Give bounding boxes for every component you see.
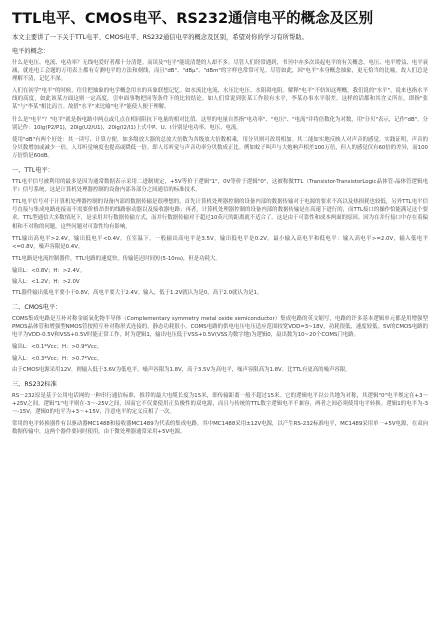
ttl-paragraph-2: TTL电平信号对于计算机处理器控制的设备内部的数据传输是很理想的，首先计算机处理器控制的设备内部的数据传输对于电源的要求不高以及热损耗也较低，另外TTL电平信号直接与集成电路连接而不需要价格昂贵的线路驱动器以及接收器电路；再者，计算机处理器控制的设备内部的数据传输是在高速下进行的，而TTL接口的操作恰能满足这个要求。TTL型通信大多数情况下，是采用并行数据传输方式，而并行数据传输对于超过10英尺的距离就不适合了。这是由于可靠性和成本两面的原因。因为在并行接口中存在着偏相和不对称的问题，这些问题对可靠性均有影响。 [12,199,428,230]
paragraph-4: 使用"dB"有两个好处：其一读写、计算方便。如多级放大器的总放大倍数为各级放大倍数相乘，用分贝则可改用相加。其二能如实地反映人对声音的感觉。实践证明，声音的分贝数增加或减少一倍，人耳听觉响度也提高或降低一倍。即人耳听觉与声音功率分贝数成正比。例如蚊子叫声与大炮响声相差100万倍，但人的感觉仅有60倍的差异，而100万倍恰是60dB。 [12,136,428,159]
rs232-paragraph-2: 常用的电平转换器件有以驱动器MC1488和接收器MC1489为代表的集成电路。其中MC1488采用±12V电源，以产生RS-232标准电平，MC1489采用单一+5V电源，在双向数据传输中，这两个器件要同时使用。由于微处理器通常采用+5V电源。 [12,421,428,436]
ttl-paragraph-3: TTL输出高电平>2.4V，输出低电平<0.4V。在室温下，一般输出高电平是3.5V，输出低电平是0.2V。最小输入高电平和低电平：输入高电平>=2.0V，输入低电平<=0.8V，噪声容限是0.4V。 [12,235,428,250]
article-intro: 本文主要讲了一下关于TTL电平、CMOS电平、RS232通信电平的概念及区别，希望对你的学习有所帮助。 [12,34,308,41]
ttl-output-levels: 输出L：<0.8V；H：>2.4V。 [12,267,85,274]
ttl-paragraph-5: TTL器件输出低电平要小于0.8V，高电平要大于2.4V。输入，低于1.2V就认为是0，高于2.0就认为是1。 [12,290,263,297]
rs232-paragraph-1: RS－232原是基于公用电话网的一种串行通信标准，推荐的最大电缆长度为15米，即传输距离一般不超过15米。它的逻辑电平以公共地为对称，其逻辑"0"电平规定在+3～+25V之间，逻辑"1"电平则在-3～-25V之间，因而它不仅要使用正负极性的双电源，而且与传统的TTL数字逻辑电平不兼容，两者之间必须使用电平转换。逻辑1的电平为-3～-15V，逻辑0的电平为+3～+15V，注意电平的定义反相了一次。 [12,392,428,415]
cmos-paragraph-1: COMS集成电路是互补对称金属氧化物半导体（Complementary symmetry metal oxide semiconductor）集成电路的英文缩写，电路的许多基本逻辑单元都是用增强型PMOS晶体管和增强型NMOS管按照互补对称形式连接的，静态功耗很小。COMS电路的供电电压电压适应范围较宽VDD=3~18V，功耗很低，速度较低。5V的CMOS电路的电平为VDD-0.5V和VSS+0.5V时能正常工作，时为逻辑1，输出电压低于VSS+0.5V(VSS为数字地)为逻辑0，扇出数为10~20个COMS门电路。 [12,316,428,339]
paragraph-3: 什么是"电平"？"电平"就是指电路中两点或几点在相同阻抗下电量的相对比值。这里的电量自然指"电功率"、"电压"、"电流"并将倍数化为对数，用"分贝"表示，记作"dB"。分别记作：10lg(P2/P1)，20lg(U2/U1)，20lg(I2/I1)上式中P、U、I分别是电功率、电压、电流。 [12,116,428,131]
section-label: 电平的概念： [12,48,50,55]
ttl-input-levels: 输入L：<1.2V；H：>2.0V [12,278,80,285]
cmos-paragraph-2: 由于CMOS电源采用12V，则输入低于3.6V为低电平，噪声容限为1.8V，高于3.5V为高电平，噪声容限高为1.8V。比TTL有更高的噪声容限。 [12,366,351,373]
heading-ttl: 一、TTL电平： [12,167,54,175]
heading-cmos: 二、CMOS电平： [12,304,62,312]
heading-rs232: 三、RS232标准 [12,380,57,388]
article-title: TTL电平、CMOS电平、RS232通信电平的概念及区别 [12,11,374,27]
cmos-output-levels: 输出L：<0.1*Vcc；H：>0.9*Vcc。 [12,344,103,351]
ttl-paragraph-4: TTL电路是电流控制器件，TTL电路的速度快，传输延迟时间短(5-10ns)，但是功耗大。 [12,255,221,262]
paragraph-1: 什么是电压、电流、电功率？无线电爱好者都十分清楚。而谈及"电平"能说清楚的人却不多。尽管人们经常遇到，书刊中亦多次谈起电平的有关概念。电压、电平增益、电平衰减，就连电工会题的万用表上都有专测电平的方法和刻线，而且"dB"、"dBμ"、"dBm"的字样也常常可见。尽管如此，因"电平"本身概念抽象，更无恰当的比喻，故人们总是理解不清，记忆不深。 [12,60,428,83]
ttl-paragraph-1: TTL电平信号被利用的最多是因为通常数据表示采用二进制规定，+5V等价于逻辑"1"，0V等价于逻辑"0"，这被称做TTL（Transistor-TransistorLogic晶体管-晶体管逻辑电平）信号系统，这是计算机处理器控制的设备内部各部分之间通信的标准技术。 [12,179,428,194]
cmos-input-levels: 输入L：<0.3*Vcc；H：>0.7*Vcc。 [12,355,103,362]
paragraph-2: 人们在初学"电平"的时候，往往把抽象的电学概念用水的具象联想记忆。如水流比电流、水压比电压、水阻碍电阻。解释"电平"不妨知这理概，我们说的"水平"，说来也指水平线的高度，如此该某方面这则一定高度，引申面事物把同等条件下的比较结论。如人们常说到张某工作很有水平，李某办事水平很差。这样的话都和其含义所在。即指"张某"与"李某"相比而言。故借"水平"来比喻"电平"能使人便于理解。 [12,88,428,111]
